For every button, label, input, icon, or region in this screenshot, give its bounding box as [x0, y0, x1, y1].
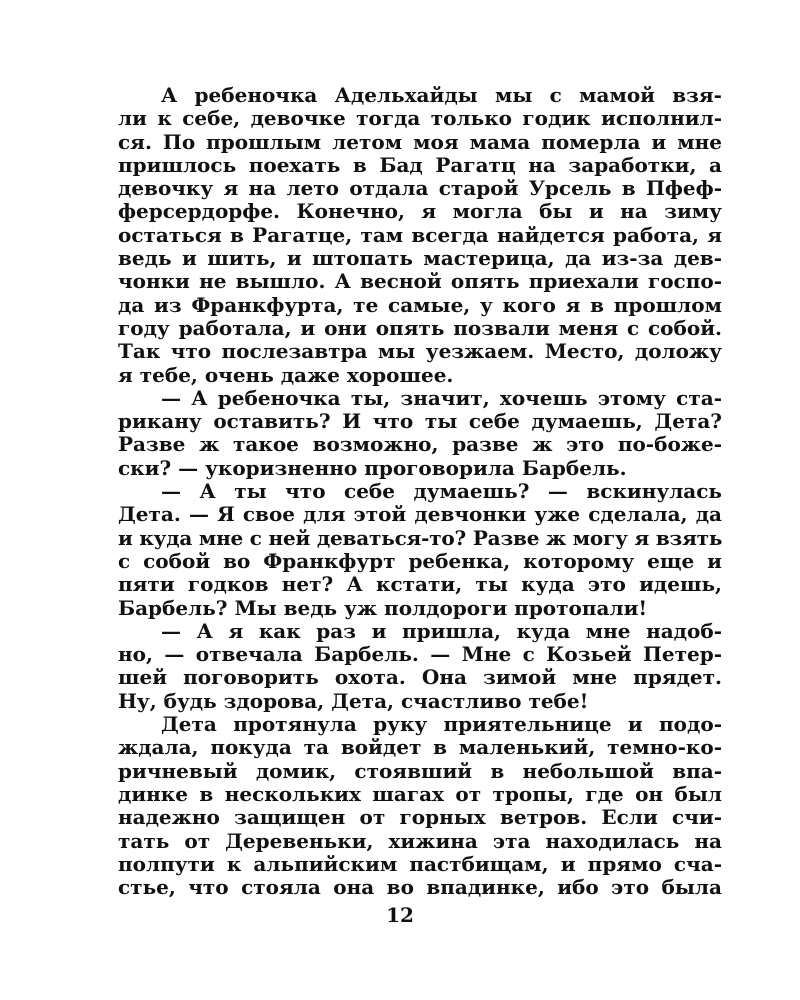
text-line: ждала, покуда та войдет в маленький, темно-ко-: [118, 735, 722, 760]
text-line: — А ребеночка ты, значит, хочешь этому ста-: [161, 385, 722, 410]
text-line: Дета. — Я свое для этой девчонки уже сделала, да: [118, 502, 722, 527]
text-line: рикану оставить? И что ты себе думаешь, Дета?: [118, 409, 722, 434]
text-line: тать от Деревеньки, хижина эта находилась на: [118, 828, 722, 853]
paragraph: [118, 480, 722, 620]
text-line: с собой во Франкфурт ребенка, которому еще и: [118, 548, 722, 573]
paragraph: [118, 713, 722, 899]
text-line: ски? — укоризненно проговорила Барбель.: [118, 455, 627, 480]
text-line: ферсердорфе. Конечно, я могла бы и на зиму: [118, 199, 722, 224]
paragraph: [118, 620, 722, 713]
paragraph: [118, 387, 722, 480]
text-line: и куда мне с ней деваться-то? Разве ж могу я взять: [118, 525, 723, 550]
text-line: шей поговорить охота. Она зимой мне прядет.: [118, 665, 722, 690]
page-number: 12: [386, 903, 414, 927]
text-line: ричневый домик, стоявший в небольшой впа-: [118, 758, 722, 783]
text-line: Дета протянула руку приятельнице и подо-: [161, 712, 722, 737]
text-line: А ребеночка Адельхайды мы с мамой взя-: [161, 83, 722, 107]
text-line: я тебе, очень даже хорошее.: [118, 362, 454, 387]
text-line: но, — отвечала Барбель. — Мне с Козьей Петер-: [118, 642, 722, 667]
text-line: Разве ж такое возможно, разве ж это по-божe-: [118, 432, 722, 457]
text-line: Ну, будь здорова, Дета, счастливо тебе!: [118, 688, 589, 713]
text-line: Так что послезавтра мы уезжаем. Место, доложу: [118, 339, 722, 364]
paragraph: [118, 84, 722, 387]
text-line: стье, что стояла она во впадинке, ибо это была: [118, 875, 722, 900]
text-line: надежно защищен от горных ветров. Если счи-: [118, 805, 722, 830]
text-line: ли к себе, девочке тогда только годик исполнил-: [118, 106, 722, 131]
text-line: пришлось поехать в Бад Рагатц на заработки, а: [118, 152, 722, 177]
text-line: остаться в Рагатце, там всегда найдется работа, я: [118, 222, 722, 247]
text-line: полпути к альпийским пастбищам, и прямо сча-: [118, 851, 722, 876]
text-line: ся. По прошлым летом моя мама померла и мне: [118, 129, 722, 154]
text-line: динке в нескольких шагах от тропы, где он был: [118, 781, 722, 806]
text-line: да из Франкфурта, те самые, у кого я в прошлом: [118, 292, 722, 317]
page-body: [118, 84, 722, 899]
text-line: — А я как раз и пришла, куда мне надоб-: [161, 618, 722, 643]
text-line: ведь и шить, и штопать мастерица, да из-за дев-: [118, 246, 722, 271]
text-line: пяти годков нет? А кстати, ты куда это идешь,: [118, 572, 722, 597]
text-line: Барбель? Мы ведь уж полдороги протопали!: [118, 595, 648, 620]
text-line: чонки не вышло. А весной опять приехали госпо-: [118, 269, 722, 294]
text-line: — А ты что себе думаешь? — вскинулась: [161, 479, 722, 504]
text-line: году работала, и они опять позвали меня с собой.: [118, 315, 722, 340]
text-line: девочку я на лето отдала старой Урсель в Пфеф-: [118, 176, 722, 201]
